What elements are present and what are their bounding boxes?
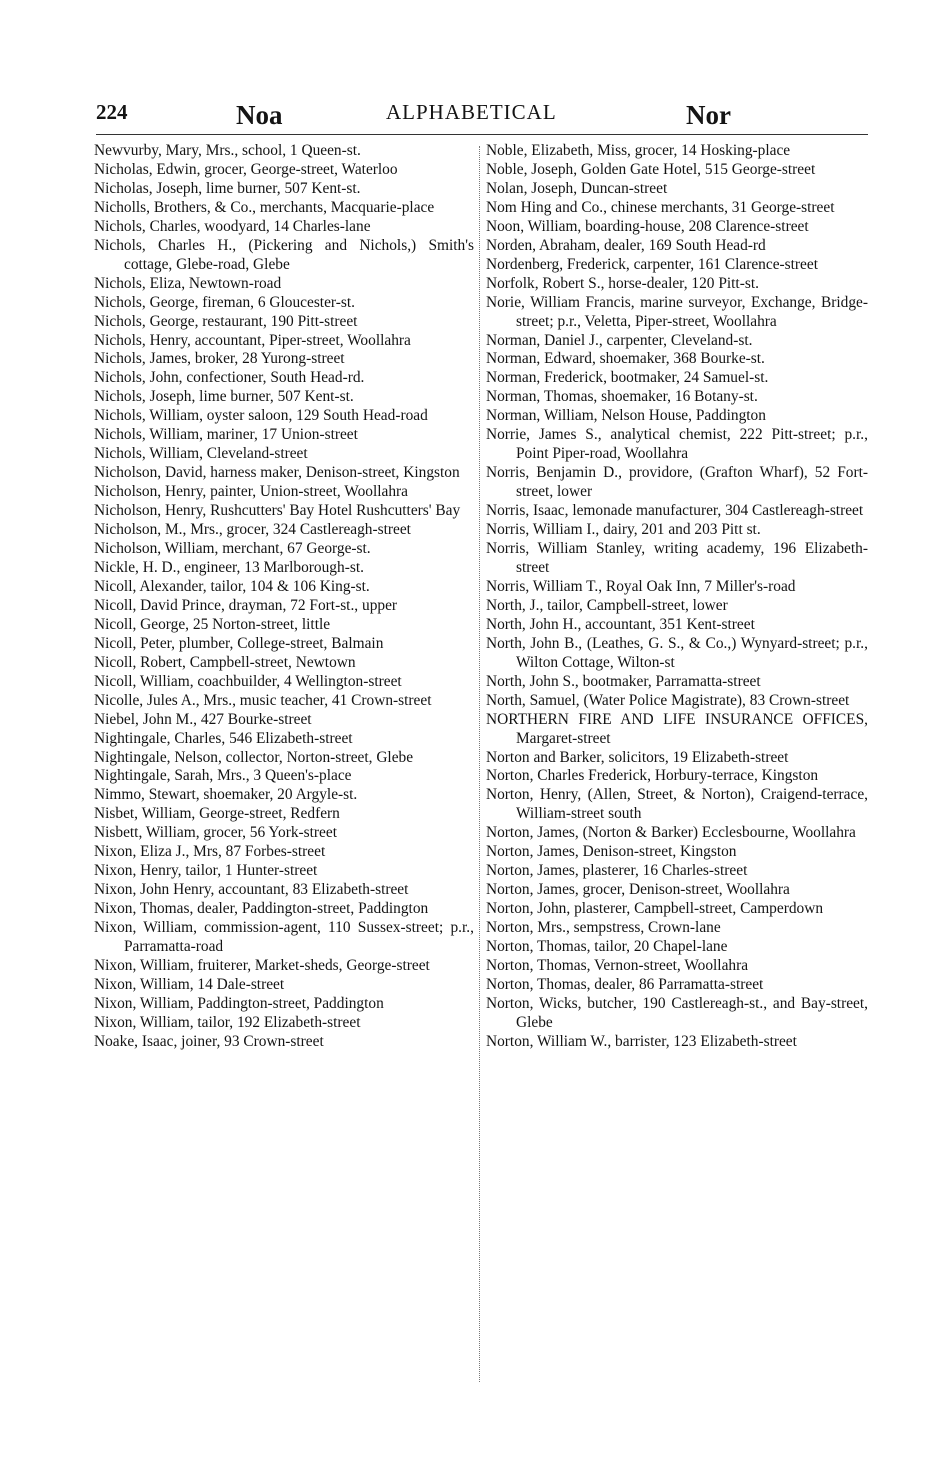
directory-entry: NORTHERN FIRE AND LIFE INSURANCE OFFICES, Margaret-street <box>486 710 868 747</box>
directory-entry: Nightingale, Nelson, collector, Norton-street, Glebe <box>94 748 414 766</box>
directory-entry: Nixon, Henry, tailor, 1 Hunter-street <box>94 862 318 880</box>
directory-entry: Nichols, William, mariner, 17 Union-street <box>94 426 358 444</box>
directory-entry: Norie, William Francis, marine surveyor, Exchange, Bridge-street; p.r., Veletta, Piper-street, Woollahra <box>486 293 868 330</box>
directory-entry: Nichols, William, Cleveland-street <box>94 445 308 463</box>
directory-entry: Newvurby, Mary, Mrs., school, 1 Queen-st. <box>94 142 361 159</box>
page-number: 224 <box>96 100 128 124</box>
directory-entry: Nicholas, Edwin, grocer, George-street, Waterloo <box>94 160 398 178</box>
page-header <box>96 100 868 135</box>
directory-entry: Nichols, Joseph, lime burner, 507 Kent-st. <box>94 388 354 406</box>
directory-entry: Nichols, George, fireman, 6 Gloucester-st. <box>94 293 355 311</box>
directory-entry: Norton, Thomas, Vernon-street, Woollahra <box>486 956 749 974</box>
directory-entry: Nixon, William, fruiterer, Market-sheds, George-street <box>94 956 430 974</box>
directory-entry: Norrie, James S., analytical chemist, 222 Pitt-street; p.r., Point Piper-road, Woollahra <box>486 426 868 463</box>
column-divider <box>479 146 480 1382</box>
directory-entry: Norton, Mrs., sempstress, Crown-lane <box>486 919 721 937</box>
directory-entry: Norton, James, Denison-street, Kingston <box>486 843 737 861</box>
right-column <box>486 142 868 1052</box>
directory-entry: Nicoll, Peter, plumber, College-street, Balmain <box>94 634 384 652</box>
directory-entry: North, J., tailor, Campbell-street, lower <box>486 596 728 614</box>
directory-entry: Nolan, Joseph, Duncan-street <box>486 179 668 197</box>
directory-entry: Nixon, Eliza J., Mrs, 87 Forbes-street <box>94 843 326 861</box>
directory-entry: Norris, William Stanley, writing academy, 196 Elizabeth-street <box>486 540 868 576</box>
directory-entry: Nicholson, William, merchant, 67 George-st. <box>94 540 371 558</box>
left-column <box>94 142 474 1052</box>
directory-entry: Niebel, John M., 427 Bourke-street <box>94 710 312 728</box>
directory-entry: Nicoll, Robert, Campbell-street, Newtown <box>94 653 356 671</box>
directory-entry: Nicolle, Jules A., Mrs., music teacher, 41 Crown-street <box>94 691 432 709</box>
directory-entry: Norman, Thomas, shoemaker, 16 Botany-st. <box>486 388 758 406</box>
directory-entry: Nixon, William, commission-agent, 110 Sussex-street; p.r., Parramatta-road <box>94 919 474 956</box>
directory-entry: Nichols, James, broker, 28 Yurong-street <box>94 350 345 368</box>
directory-entry: North, Samuel, (Water Police Magistrate), 83 Crown-street <box>486 691 850 709</box>
directory-entry: North, John B., (Leathes, G. S., & Co.,) Wynyard-street; p.r., Wilton Cottage, Wilton-st <box>486 634 868 671</box>
directory-entry: Nicholson, Henry, painter, Union-street, Woollahra <box>94 483 408 501</box>
directory-entry: Nisbett, William, grocer, 56 York-street <box>94 824 337 842</box>
directory-entry: Norman, Edward, shoemaker, 368 Bourke-st. <box>486 350 765 368</box>
directory-entry: Nicoll, William, coachbuilder, 4 Wellington-street <box>94 672 402 690</box>
directory-entry: Nimmo, Stewart, shoemaker, 20 Argyle-st. <box>94 786 358 804</box>
page-title: ALPHABETICAL <box>386 100 557 124</box>
directory-entry: Norris, William T., Royal Oak Inn, 7 Miller's-road <box>486 577 796 595</box>
directory-entry: Nicholls, Brothers, & Co., merchants, Macquarie-place <box>94 198 435 216</box>
directory-entry: Nichols, William, oyster saloon, 129 South Head-road <box>94 407 428 425</box>
directory-entry: Norton, James, grocer, Denison-street, Woollahra <box>486 881 790 899</box>
left-guide-word: Noa <box>236 100 283 130</box>
directory-entry: Norton and Barker, solicitors, 19 Elizabeth-street <box>486 748 789 766</box>
directory-entry: Noake, Isaac, joiner, 93 Crown-street <box>94 1032 324 1050</box>
directory-entry: Norton, Thomas, dealer, 86 Parramatta-street <box>486 975 764 993</box>
directory-entry: Nordenberg, Frederick, carpenter, 161 Clarence-street <box>486 255 818 273</box>
directory-entry: Nom Hing and Co., chinese merchants, 31 George-street <box>486 198 835 216</box>
directory-entry: Nixon, William, Paddington-street, Paddington <box>94 994 384 1012</box>
directory-entry: Norman, William, Nelson House, Paddington <box>486 407 766 425</box>
directory-entry: Norton, Thomas, tailor, 20 Chapel-lane <box>486 938 728 956</box>
directory-entry: Nichols, Charles H., (Pickering and Nichols,) Smith's cottage, Glebe-road, Glebe <box>94 236 474 273</box>
directory-entry: Norfolk, Robert S., horse-dealer, 120 Pitt-st. <box>486 274 759 292</box>
directory-entry: Norton, Henry, (Allen, Street, & Norton), Craigend-terrace, William-street south <box>486 786 868 823</box>
directory-entry: Norton, Wicks, butcher, 190 Castlereagh-st., and Bay-street, Glebe <box>486 994 868 1031</box>
directory-entry: Nichols, George, restaurant, 190 Pitt-street <box>94 312 358 330</box>
directory-entry: Noon, William, boarding-house, 208 Clarence-street <box>486 217 809 235</box>
directory-entry: Norman, Daniel J., carpenter, Cleveland-st. <box>486 331 753 349</box>
directory-entry: Nixon, John Henry, accountant, 83 Elizabeth-street <box>94 881 409 899</box>
directory-entry: Nixon, William, 14 Dale-street <box>94 975 285 993</box>
directory-entry: Nicholson, M., Mrs., grocer, 324 Castlereagh-street <box>94 521 411 539</box>
directory-entry: Nicholson, David, harness maker, Denison-street, Kingston <box>94 464 460 482</box>
directory-entry: Norris, Isaac, lemonade manufacturer, 304 Castlereagh-street <box>486 502 864 520</box>
directory-entry: Nicoll, George, 25 Norton-street, little <box>94 615 331 633</box>
directory-entry: Noble, Elizabeth, Miss, grocer, 14 Hosking-place <box>486 142 791 159</box>
directory-entry: Norman, Frederick, bootmaker, 24 Samuel-st. <box>486 369 769 387</box>
directory-entry: Noble, Joseph, Golden Gate Hotel, 515 George-street <box>486 160 816 178</box>
directory-entry: Norden, Abraham, dealer, 169 South Head-rd <box>486 236 766 254</box>
directory-entry: Nichols, Charles, woodyard, 14 Charles-lane <box>94 217 371 235</box>
directory-entry: Nisbet, William, George-street, Redfern <box>94 805 340 823</box>
directory-entry: Nightingale, Sarah, Mrs., 3 Queen's-place <box>94 767 352 785</box>
directory-entry: Nicoll, David Prince, drayman, 72 Fort-st., upper <box>94 596 398 614</box>
directory-entry: Nixon, William, tailor, 192 Elizabeth-street <box>94 1013 361 1031</box>
directory-entry: Nichols, Eliza, Newtown-road <box>94 274 282 292</box>
directory-entry: Nichols, Henry, accountant, Piper-street, Woollahra <box>94 331 411 349</box>
directory-entry: Norris, Benjamin D., providore, (Grafton Wharf), 52 Fort-street, lower <box>486 464 868 501</box>
directory-entry: Nichols, John, confectioner, South Head-rd. <box>94 369 365 387</box>
directory-entry: Norris, William I., dairy, 201 and 203 Pitt st. <box>486 521 761 539</box>
directory-entry: Norton, James, plasterer, 16 Charles-street <box>486 862 748 880</box>
directory-entry: North, John S., bootmaker, Parramatta-street <box>486 672 761 690</box>
directory-entry: Nixon, Thomas, dealer, Paddington-street, Paddington <box>94 900 429 918</box>
directory-entry: Nicholson, Henry, Rushcutters' Bay Hotel Rushcutters' Bay <box>94 502 461 520</box>
directory-entry: Norton, William W., barrister, 123 Elizabeth-street <box>486 1032 797 1050</box>
directory-entry: Norton, Charles Frederick, Horbury-terrace, Kingston <box>486 767 819 785</box>
directory-entry: Nickle, H. D., engineer, 13 Marlborough-st. <box>94 558 364 576</box>
directory-entry: Norton, John, plasterer, Campbell-street, Camperdown <box>486 900 824 918</box>
directory-entry: Nightingale, Charles, 546 Elizabeth-street <box>94 729 353 747</box>
directory-entry: North, John H., accountant, 351 Kent-street <box>486 615 755 633</box>
directory-entry: Nicholas, Joseph, lime burner, 507 Kent-st. <box>94 179 361 197</box>
directory-entry: Norton, James, (Norton & Barker) Ecclesbourne, Woollahra <box>486 824 856 842</box>
right-guide-word: Nor <box>686 100 731 130</box>
directory-entry: Nicoll, Alexander, tailor, 104 & 106 King-st. <box>94 577 370 595</box>
